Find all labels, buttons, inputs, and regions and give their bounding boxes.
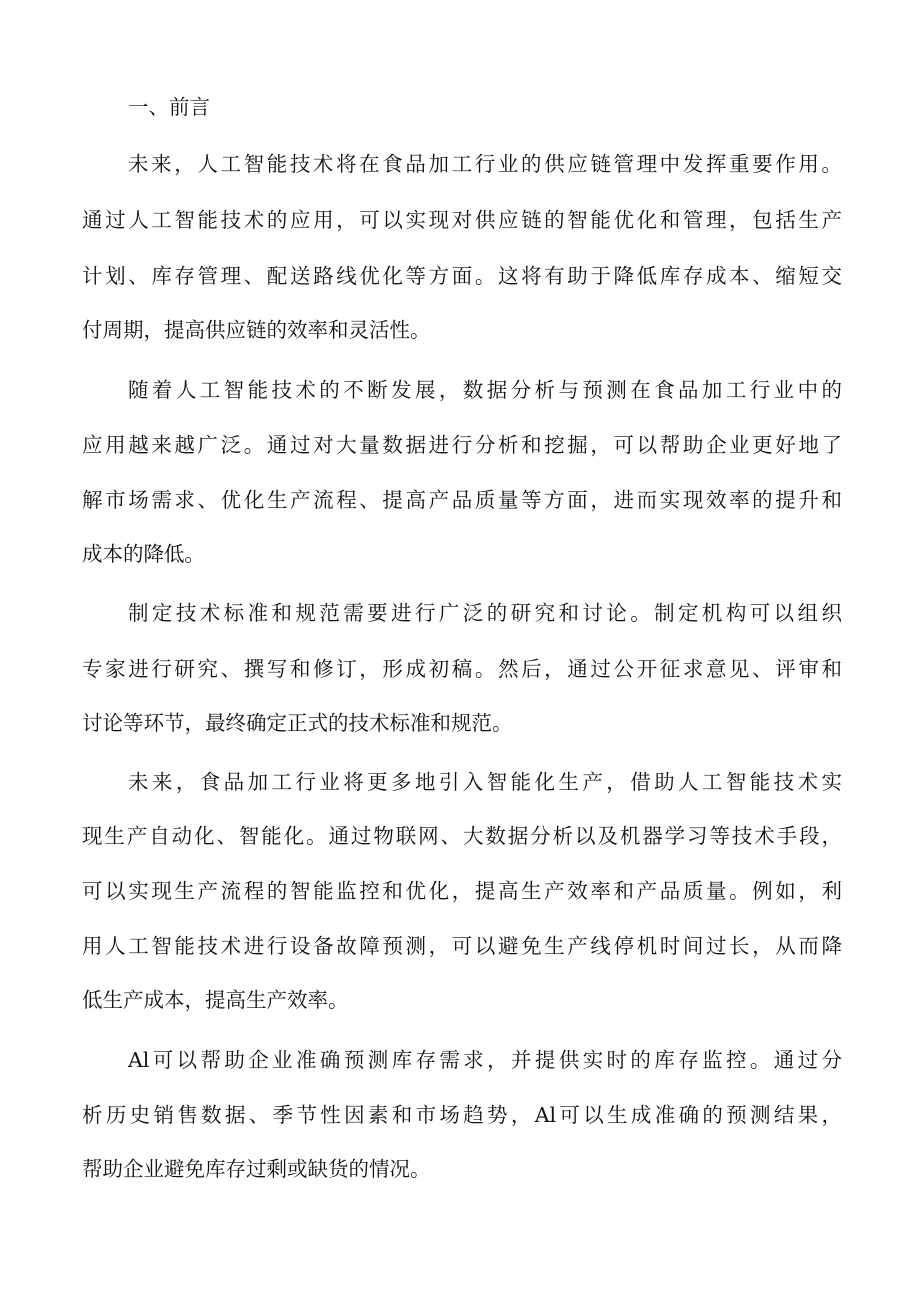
paragraph-4-line-2: 现生产自动化、智能化。通过物联网、大数据分析以及机器学习等技术手段，: [82, 824, 842, 848]
paragraph-2-line-2: 应用越来越广泛。通过对大量数据进行分析和挖掘，可以帮助企业更好地了: [82, 433, 842, 457]
paragraph-1-line-2: 通过人工智能技术的应用，可以实现对供应链的智能优化和管理，包括生产: [82, 208, 842, 232]
paragraph-5-line-2: 析历史销售数据、季节性因素和市场趋势，Al可以生成准确的预测结果，: [82, 1103, 842, 1127]
paragraph-1-line-4: 付周期，提高供应链的效率和灵活性。: [82, 318, 431, 342]
paragraph-4-line-1: 未来，食品加工行业将更多地引入智能化生产，借助人工智能技术实: [128, 770, 842, 794]
section-heading: 一、前言: [128, 95, 210, 119]
paragraph-3-line-2: 专家进行研究、撰写和修订，形成初稿。然后，通过公开征求意见、评审和: [82, 657, 842, 681]
paragraph-5-line-3: 帮助企业避免库存过剩或缺货的情况。: [82, 1157, 431, 1181]
paragraph-1-line-1: 未来，人工智能技术将在食品加工行业的供应链管理中发挥重要作用。: [128, 152, 842, 176]
paragraph-4-line-4: 用人工智能技术进行设备故障预测，可以避免生产线停机时间过长，从而降: [82, 934, 842, 958]
paragraph-4-line-5: 低生产成本，提高生产效率。: [82, 988, 349, 1012]
paragraph-1-line-3: 计划、库存管理、配送路线优化等方面。这将有助于降低库存成本、缩短交: [82, 264, 842, 288]
paragraph-2-line-3: 解市场需求、优化生产流程、提高产品质量等方面，进而实现效率的提升和: [82, 488, 842, 512]
paragraph-4-line-3: 可以实现生产流程的智能监控和优化，提高生产效率和产品质量。例如，利: [82, 879, 842, 903]
paragraph-3-line-3: 讨论等环节，最终确定正式的技术标准和规范。: [82, 711, 513, 735]
paragraph-3-line-1: 制定技术标准和规范需要进行广泛的研究和讨论。制定机构可以组织: [128, 601, 842, 625]
paragraph-2-line-1: 随着人工智能技术的不断发展，数据分析与预测在食品加工行业中的: [128, 378, 842, 402]
paragraph-5-line-1: Al可以帮助企业准确预测库存需求，并提供实时的库存监控。通过分: [128, 1048, 842, 1072]
paragraph-2-line-4: 成本的降低。: [82, 542, 205, 566]
